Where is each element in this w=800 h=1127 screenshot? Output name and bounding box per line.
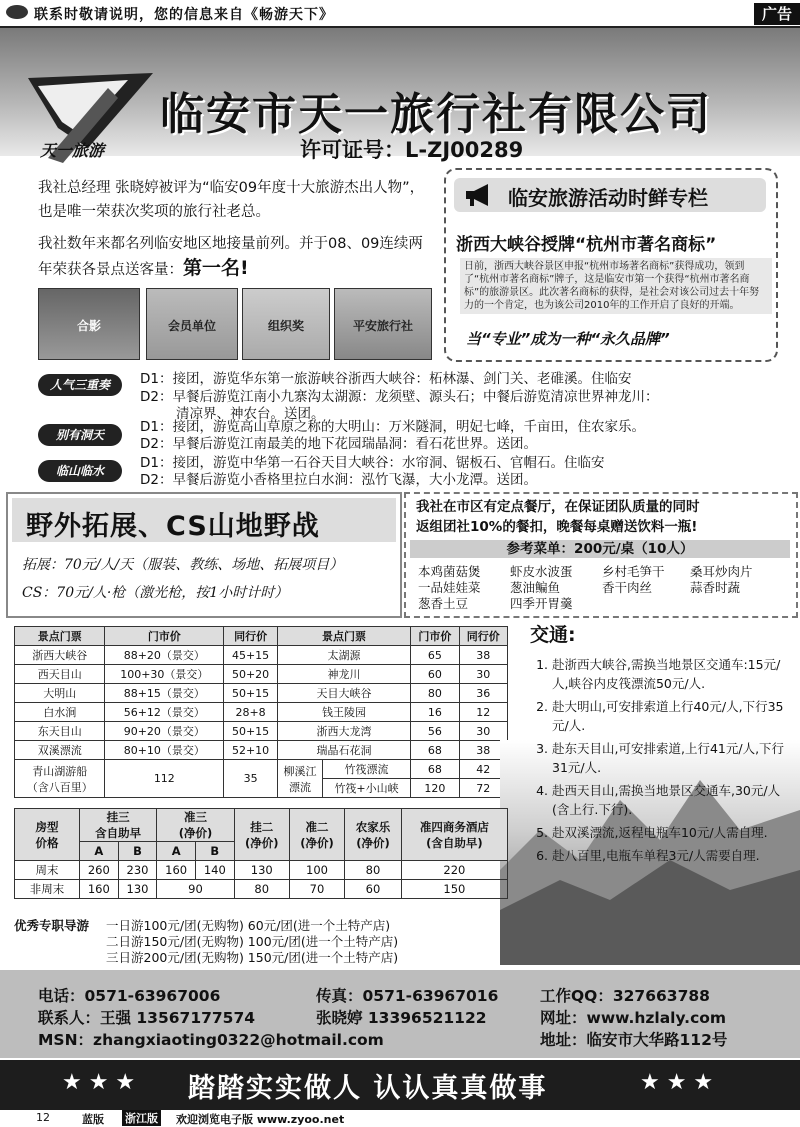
intro-paragraph-1: 我社总经理 张晓婷被评为“临安09年度十大旅游杰出人物”，也是唯一荣获次奖项的旅行社老总。 bbox=[38, 180, 425, 220]
cell: 230 bbox=[118, 861, 157, 880]
route-line: D1：接团，游览高山草原之称的大明山：万米隧洞，明妃七峰，千亩田，住农家乐。 bbox=[140, 419, 645, 435]
dish: 四季开胃羹 bbox=[510, 596, 573, 611]
intro-paragraph-2 bbox=[38, 232, 434, 282]
route-badge: 临山临水 bbox=[38, 460, 122, 482]
header bbox=[0, 28, 800, 162]
cell: 竹筏漂流 bbox=[322, 760, 410, 779]
cell: 太湖源 bbox=[277, 646, 410, 665]
cell: 钱王陵园 bbox=[277, 703, 410, 722]
header-text: 准四商务酒店 bbox=[419, 819, 489, 834]
header-text: (含自助早) bbox=[426, 835, 483, 850]
star-icons: ★ ★ ★ bbox=[640, 1070, 714, 1095]
cell: 双溪漂流 bbox=[15, 741, 105, 760]
table-header-row bbox=[15, 809, 508, 842]
cell: 72 bbox=[459, 779, 507, 798]
cell: 50+15 bbox=[224, 722, 278, 741]
page-number: 12 bbox=[36, 1111, 50, 1124]
cell: 东天目山 bbox=[15, 722, 105, 741]
photo-caption: 组织奖 bbox=[267, 319, 304, 333]
table-row bbox=[15, 880, 508, 899]
dish: 虾皮水波蛋 bbox=[510, 564, 573, 579]
cell: 38 bbox=[459, 646, 507, 665]
cell: 西天目山 bbox=[15, 665, 105, 684]
region-label: 浙江版 bbox=[122, 1110, 161, 1126]
list-item: 3. 赴东天目山,可安排索道,上行41元/人,下行31元/人. bbox=[552, 739, 790, 777]
header-text: 农家乐 bbox=[355, 819, 391, 834]
list-item: 4. 赴西天目山,需换当地景区交通车,30元/人(含上行.下行). bbox=[552, 781, 790, 819]
cell: 140 bbox=[195, 861, 234, 880]
outdoor-title: 野外拓展、CS山地野战 bbox=[26, 511, 320, 542]
table-row bbox=[15, 703, 508, 722]
column-header bbox=[157, 809, 234, 842]
table-row bbox=[15, 665, 508, 684]
cell: 90+20（景交） bbox=[105, 722, 224, 741]
header-text: 含自助早 bbox=[95, 826, 142, 840]
cell: 天目大峡谷 bbox=[277, 684, 410, 703]
edition-label: 蓝版 bbox=[82, 1113, 104, 1126]
table-row bbox=[15, 861, 508, 880]
cell: 112 bbox=[105, 760, 224, 798]
header-text: (净价) bbox=[356, 835, 390, 850]
dish: 乡村毛笋干 bbox=[602, 564, 665, 579]
cell: 浙西大龙湾 bbox=[277, 722, 410, 741]
photo-group bbox=[38, 288, 140, 360]
guide-line: 二日游150元/团(无购物) 100元/团(进一个土特产店) bbox=[106, 934, 399, 949]
column-header bbox=[234, 809, 289, 861]
outdoor-banner bbox=[12, 498, 396, 542]
route-line: 清凉界、神农台。送团。 bbox=[176, 406, 325, 422]
hotel-price-table bbox=[14, 808, 508, 899]
dish: 一品娃娃菜 bbox=[418, 580, 481, 595]
traffic-list bbox=[530, 655, 790, 865]
cell: 100 bbox=[289, 861, 344, 880]
top-notice: 联系时敬请说明，您的信息来自《畅游天下》 bbox=[34, 7, 334, 23]
cell: 90 bbox=[157, 880, 234, 899]
guide-label: 优秀专职导游 bbox=[14, 918, 90, 933]
room-label: 房型 bbox=[35, 819, 59, 834]
cell: 68 bbox=[411, 760, 459, 779]
route-badge: 人气三重奏 bbox=[38, 374, 122, 396]
dish: 葱香土豆 bbox=[418, 596, 469, 611]
dish: 葱油鳊鱼 bbox=[510, 580, 561, 595]
photo-caption: 会员单位 bbox=[167, 319, 216, 333]
dish: 香干肉丝 bbox=[602, 580, 653, 595]
cell: 130 bbox=[234, 861, 289, 880]
footer-tail: 欢迎浏览电子版 www.zyoo.net bbox=[176, 1113, 345, 1126]
promo-body: 日前，浙西大峡谷景区申报“杭州市场著名商标”获得成功，领到了“杭州市著名商标”牌子，这是临安市第一个获得“杭州市著名商标”的旅游景区。此次著名商标的获得，是社会对该公司过去十年努力的一个肯定，也为该公司2010年的工作开启了良好的开端。 bbox=[460, 258, 772, 314]
cell: 120 bbox=[411, 779, 459, 798]
column-header: 门市价 bbox=[411, 627, 459, 646]
list-item: 2. 赴大明山,可安排索道上行40元/人,下行35元/人. bbox=[552, 697, 790, 735]
cell: 56 bbox=[411, 722, 459, 741]
traffic-heading: 交通: bbox=[530, 624, 576, 646]
megaphone-icon bbox=[464, 182, 494, 208]
cell: 130 bbox=[118, 880, 157, 899]
cell: 52+10 bbox=[224, 741, 278, 760]
cell: 80+10（景交） bbox=[105, 741, 224, 760]
slogan-banner bbox=[0, 1060, 800, 1110]
contact-person-2: 张晓婷 13396521122 bbox=[316, 1009, 487, 1027]
dish: 桑耳炒肉片 bbox=[690, 564, 753, 579]
list-item: 5. 赴双溪漂流,返程电瓶车10元/人需自理. bbox=[552, 823, 790, 842]
header-text: 挂二 bbox=[250, 819, 274, 834]
cell: 60 bbox=[345, 880, 402, 899]
contact-person-1: 联系人：王强 13567177574 bbox=[38, 1009, 256, 1027]
header-text: (净价) bbox=[300, 835, 334, 850]
address: 地址：临安市大华路112号 bbox=[540, 1031, 728, 1049]
slogan: 踏踏实实做人 认认真真做事 bbox=[188, 1073, 548, 1104]
cell: 60 bbox=[411, 665, 459, 684]
column-header: 景点门票 bbox=[277, 627, 410, 646]
cell: 50+15 bbox=[224, 684, 278, 703]
contact-section bbox=[0, 970, 800, 1058]
dining-line-2: 返组团社10%的餐扣，晚餐每桌赠送饮料一瓶! bbox=[416, 519, 698, 535]
route-line: D2：早餐后游览江南小九寨沟太湖源：龙须壁、源头石；中餐后游览清凉世界神龙川： bbox=[140, 389, 659, 405]
star-icons: ★ ★ ★ bbox=[62, 1070, 136, 1095]
column-header bbox=[345, 809, 402, 861]
fax: 传真：0571-63967016 bbox=[316, 987, 499, 1005]
dish: 本鸡菌菇煲 bbox=[418, 564, 481, 579]
menu-label: 参考菜单：200元/桌（10人） bbox=[410, 540, 790, 558]
column-header: 门市价 bbox=[105, 627, 224, 646]
route-line: D1：接团，游览华东第一旅游峡谷浙西大峡谷：柘林瀑、剑门关、老碓溪。住临安 bbox=[140, 371, 632, 387]
cell: B bbox=[118, 842, 157, 861]
photo-caption: 平安旅行社 bbox=[352, 319, 413, 333]
cell: 30 bbox=[459, 665, 507, 684]
header-text: 准二 bbox=[305, 819, 329, 834]
list-item: 6. 赴八百里,电瓶车单程3元/人需要自理. bbox=[552, 846, 790, 865]
cell: 35 bbox=[224, 760, 278, 798]
cell: 大明山 bbox=[15, 684, 105, 703]
promo-heading: 临安旅游活动时鲜专栏 bbox=[508, 186, 708, 210]
header-text: (净价) bbox=[244, 835, 279, 850]
footer bbox=[0, 1110, 800, 1126]
table-row bbox=[15, 646, 508, 665]
guide-line: 一日游100元/团(无购物) 60元/团(进一个土特产店) bbox=[106, 918, 391, 933]
cell bbox=[277, 760, 322, 798]
table-row bbox=[15, 684, 508, 703]
promo-box bbox=[444, 168, 778, 362]
cell bbox=[15, 760, 105, 798]
cell-text: （含八百里） bbox=[26, 780, 93, 794]
photo-certificate-1 bbox=[146, 288, 238, 360]
cell: B bbox=[195, 842, 234, 861]
top-bar bbox=[0, 0, 800, 28]
license-number: 许可证号：L-ZJ00289 bbox=[300, 138, 524, 162]
price-label: 价格 bbox=[35, 835, 59, 850]
cell: 260 bbox=[80, 861, 119, 880]
outdoor-line-1: 拓展：70元/人/天（服装、教练、场地、拓展项目） bbox=[22, 557, 344, 573]
table-row bbox=[15, 741, 508, 760]
cell: 12 bbox=[459, 703, 507, 722]
cell: 45+15 bbox=[224, 646, 278, 665]
cell: 100+30（景交） bbox=[105, 665, 224, 684]
ticket-price-table bbox=[14, 626, 508, 798]
header-text: (净价) bbox=[178, 826, 213, 840]
cell: 80 bbox=[234, 880, 289, 899]
cell: 28+8 bbox=[224, 703, 278, 722]
cell-text: 漂流 bbox=[288, 780, 311, 794]
cell: 70 bbox=[289, 880, 344, 899]
cell: 16 bbox=[411, 703, 459, 722]
cell-text: 柳溪江 bbox=[283, 764, 317, 778]
cell: 30 bbox=[459, 722, 507, 741]
promo-heading-bar bbox=[454, 178, 766, 212]
dining-line-1: 我社在市区有定点餐厅，在保证团队质量的同时 bbox=[416, 499, 700, 515]
cell: 神龙川 bbox=[277, 665, 410, 684]
route-line: D1：接团，游览中华第一石谷天目大峡谷：水帘洞、锯板石、官帽石。住临安 bbox=[140, 455, 605, 471]
guide-line: 三日游200元/团(无购物) 150元/团(进一个土特产店) bbox=[106, 950, 399, 965]
corner-cell bbox=[15, 809, 80, 861]
promo-title: 浙西大峡谷授牌“杭州市著名商标” bbox=[456, 235, 717, 255]
dish: 蒜香时蔬 bbox=[690, 580, 741, 595]
list-item: 1. 赴浙西大峡谷,需换当地景区交通车:15元/人,峡谷内皮筏漂流50元/人. bbox=[552, 655, 790, 693]
intro-paragraph-2-text: 我社数年来都名列临安地区地接量前列。并于08、09连续两年荣获各景点送客量： bbox=[38, 236, 423, 278]
cell: 160 bbox=[80, 880, 119, 899]
cell: 88+20（景交） bbox=[105, 646, 224, 665]
cell: A bbox=[80, 842, 119, 861]
logo-text: 天一旅游 bbox=[40, 141, 105, 160]
website-link[interactable]: 网址：www.hzlaly.com bbox=[540, 1009, 727, 1027]
first-place-highlight: 第一名! bbox=[183, 257, 249, 279]
work-qq: 工作QQ：327663788 bbox=[540, 987, 710, 1005]
cell: 160 bbox=[157, 861, 196, 880]
cell: 80 bbox=[345, 861, 402, 880]
cell: 88+15（景交） bbox=[105, 684, 224, 703]
cell: 220 bbox=[401, 861, 507, 880]
cell: A bbox=[157, 842, 196, 861]
traffic-section bbox=[530, 620, 790, 869]
magazine-logo-icon bbox=[6, 5, 28, 19]
cell: 56+12（景交） bbox=[105, 703, 224, 722]
cell: 80 bbox=[411, 684, 459, 703]
outdoor-box bbox=[6, 492, 402, 618]
column-header bbox=[289, 809, 344, 861]
table-header-row bbox=[15, 627, 508, 646]
cell-text: 青山湖游船 bbox=[32, 764, 88, 778]
outdoor-line-2: CS：70元/人·枪（激光枪，按1小时计时） bbox=[22, 585, 289, 601]
photo-certificate-2 bbox=[242, 288, 330, 360]
route-badge: 别有洞天 bbox=[38, 424, 122, 446]
cell: 周末 bbox=[15, 861, 80, 880]
cell: 68 bbox=[411, 741, 459, 760]
table-row bbox=[15, 722, 508, 741]
cell: 38 bbox=[459, 741, 507, 760]
column-header: 同行价 bbox=[459, 627, 507, 646]
header-text: 准三 bbox=[183, 810, 207, 824]
cell: 浙西大峡谷 bbox=[15, 646, 105, 665]
phone: 电话：0571-63967006 bbox=[38, 987, 221, 1005]
cell: 36 bbox=[459, 684, 507, 703]
column-header bbox=[401, 809, 507, 861]
column-header: 景点门票 bbox=[15, 627, 105, 646]
company-title: 临安市天一旅行社有限公司 bbox=[160, 89, 712, 140]
cell: 42 bbox=[459, 760, 507, 779]
column-header: 同行价 bbox=[224, 627, 278, 646]
cell: 白水涧 bbox=[15, 703, 105, 722]
photo-certificate-3 bbox=[334, 288, 432, 360]
route-line: D2：早餐后游览小香格里拉白水涧：泓竹飞瀑，大小龙潭。送团。 bbox=[140, 472, 537, 488]
cell: 竹筏+小山峡 bbox=[322, 779, 410, 798]
header-text: 挂三 bbox=[106, 810, 130, 824]
cell: 瑞晶石花洞 bbox=[277, 741, 410, 760]
cell: 非周末 bbox=[15, 880, 80, 899]
table-row bbox=[15, 760, 508, 779]
cell: 50+20 bbox=[224, 665, 278, 684]
route-line: D2：早餐后游览江南最美的地下花园瑞晶洞：看石花世界。送团。 bbox=[140, 436, 537, 452]
ad-tag: 广告 bbox=[754, 3, 800, 25]
cell: 65 bbox=[411, 646, 459, 665]
cell: 150 bbox=[401, 880, 507, 899]
dining-box bbox=[404, 492, 798, 618]
msn-contact: MSN：zhangxiaoting0322@hotmail.com bbox=[38, 1031, 384, 1049]
promo-slogan: 当“专业”成为一种“永久品牌” bbox=[466, 330, 670, 348]
column-header bbox=[80, 809, 157, 842]
photo-caption: 合影 bbox=[76, 319, 101, 333]
